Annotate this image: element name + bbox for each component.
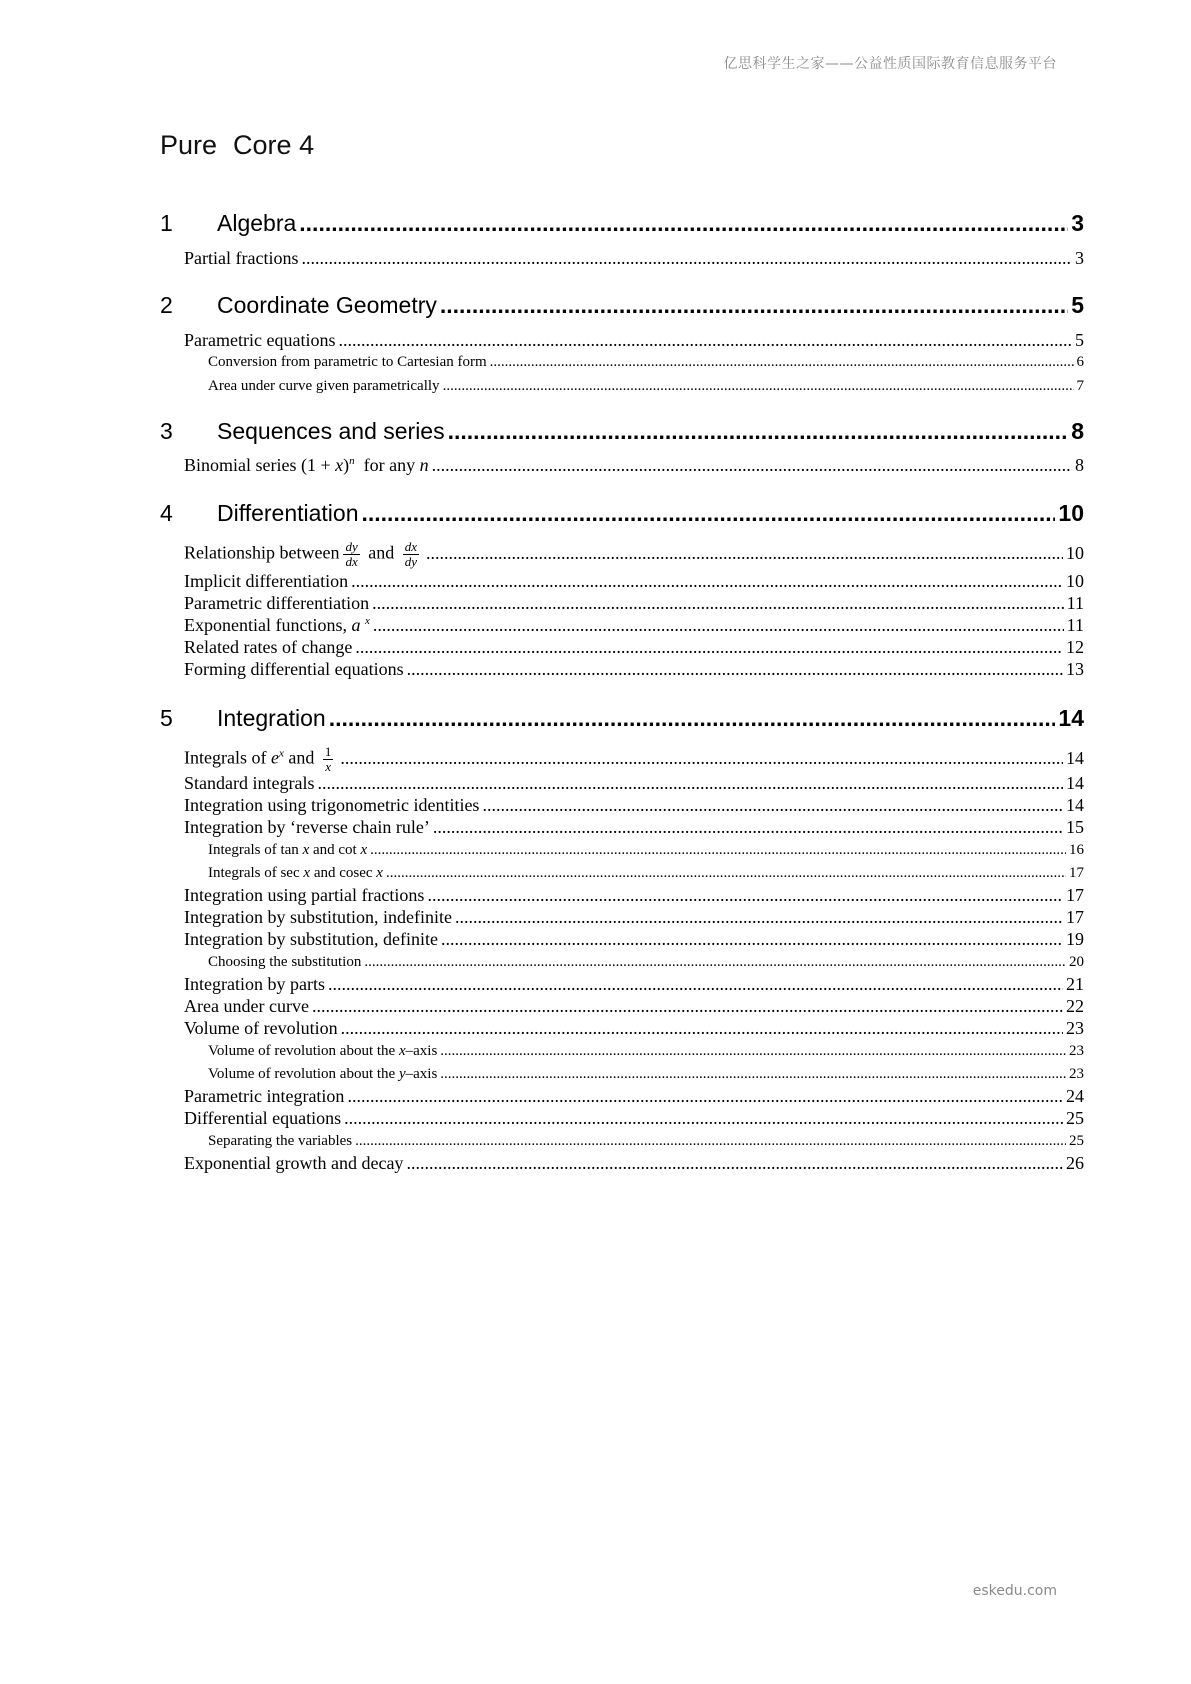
math-variable: x xyxy=(335,455,344,475)
entry-title: Integration using trigonometric identities xyxy=(184,795,480,815)
leader-dots xyxy=(355,1133,1066,1150)
leader-dots xyxy=(312,996,1063,1017)
fraction-1-over-x: $\frac{1}{x}$ xyxy=(324,744,332,774)
leader-dots xyxy=(441,929,1063,950)
leader-dots xyxy=(406,1153,1063,1174)
entry-text-post: –axis xyxy=(405,1066,438,1082)
leader-dots xyxy=(427,885,1063,906)
page-number: 3 xyxy=(1071,210,1084,236)
toc-entry[interactable] xyxy=(184,1108,1084,1129)
leader-dots xyxy=(364,954,1066,971)
page-number: 14 xyxy=(1066,747,1084,768)
section-title: Sequences and series xyxy=(217,418,445,444)
toc-section-differentiation[interactable] xyxy=(160,500,1084,527)
leader-dots xyxy=(440,292,1068,319)
page-number: 23 xyxy=(1069,1066,1084,1082)
fraction-dx-dy: $\frac{dx}{dy}$ xyxy=(404,539,418,569)
math-superscript: x xyxy=(278,747,284,760)
page-number: 10 xyxy=(1066,571,1084,591)
page-number: 22 xyxy=(1066,996,1084,1016)
entry-title: Implicit differentiation xyxy=(184,571,349,591)
entry-title: Integration using partial fractions xyxy=(184,885,425,905)
leader-dots xyxy=(299,210,1068,237)
toc-entry[interactable] xyxy=(184,996,1084,1017)
leader-dots xyxy=(455,907,1063,928)
toc-entry[interactable] xyxy=(184,1153,1084,1174)
math-variable: a xyxy=(351,615,361,635)
math-superscript: x xyxy=(364,615,370,627)
entry-text-pre: Integrals of xyxy=(184,747,271,768)
leader-dots xyxy=(386,865,1066,882)
math-variable: e xyxy=(270,747,279,768)
toc-entry[interactable] xyxy=(184,1018,1084,1039)
page-number: 5 xyxy=(1071,292,1084,318)
page-number: 23 xyxy=(1069,1043,1084,1059)
leader-dots xyxy=(407,659,1063,680)
toc-subentry[interactable] xyxy=(208,354,1084,371)
page-number: 13 xyxy=(1066,659,1084,679)
entry-title: Forming differential equations xyxy=(184,659,404,679)
leader-dots xyxy=(340,748,1063,769)
page-number: 17 xyxy=(1066,885,1084,905)
section-number: 1 xyxy=(160,210,173,236)
toc-entry[interactable] xyxy=(184,659,1084,680)
leader-dots xyxy=(440,1043,1066,1060)
page-number: 14 xyxy=(1066,773,1084,793)
math-variable: x xyxy=(376,865,383,881)
entry-title: Partial fractions xyxy=(184,248,299,268)
entry-title xyxy=(208,865,383,882)
section-title: Integration xyxy=(217,705,326,731)
entry-title: Integration by substitution, definite xyxy=(184,929,438,949)
math-variable: x xyxy=(303,865,311,881)
fraction-dy-dx: $\frac{dy}{dx}$ xyxy=(345,539,358,569)
page-number: 8 xyxy=(1071,418,1084,444)
toc-subentry[interactable] xyxy=(208,842,1084,859)
page-number: 20 xyxy=(1069,954,1084,970)
toc-entry[interactable] xyxy=(184,455,1084,476)
toc-entry[interactable] xyxy=(184,330,1084,351)
entry-text-pre: Relationship between xyxy=(184,542,340,563)
leader-dots xyxy=(426,543,1063,564)
entry-title xyxy=(208,1043,437,1060)
leader-dots xyxy=(351,571,1063,592)
page-number: 14 xyxy=(1066,795,1084,815)
math-variable: x xyxy=(360,842,368,858)
toc-subentry[interactable] xyxy=(208,1133,1084,1150)
leader-dots xyxy=(362,500,1056,527)
page-number: 10 xyxy=(1058,500,1084,526)
math-variable: y xyxy=(398,1066,406,1082)
entry-title: Integration by parts xyxy=(184,974,325,994)
entry-title xyxy=(184,615,370,636)
page-number: 23 xyxy=(1066,1018,1084,1038)
leader-dots xyxy=(372,593,1064,614)
leader-dots xyxy=(328,974,1063,995)
math-superscript: n xyxy=(349,455,355,467)
toc-entry[interactable] xyxy=(184,593,1084,614)
title-part-1: Pure xyxy=(160,130,218,160)
entry-title: Exponential growth and decay xyxy=(184,1153,404,1173)
entry-text-pre: Volume of revolution about the xyxy=(208,1066,399,1082)
toc-entry[interactable] xyxy=(184,885,1084,906)
leader-dots xyxy=(482,795,1063,816)
section-number: 4 xyxy=(160,500,173,526)
page-number: 15 xyxy=(1066,817,1084,837)
entry-text-mid: and cot xyxy=(309,842,361,858)
toc-entry[interactable] xyxy=(184,795,1084,816)
toc-section-integration[interactable] xyxy=(160,705,1084,732)
toc-subentry[interactable] xyxy=(208,954,1084,971)
toc-entry[interactable] xyxy=(184,615,1084,636)
entry-title xyxy=(208,1066,437,1083)
leader-dots xyxy=(448,418,1069,445)
page-number: 7 xyxy=(1076,378,1084,394)
page-number: 5 xyxy=(1075,330,1084,350)
toc-entry[interactable] xyxy=(184,907,1084,928)
leader-dots xyxy=(433,817,1063,838)
toc-section-coordinate-geometry[interactable] xyxy=(160,292,1084,319)
page-title xyxy=(160,130,314,161)
entry-title: Standard integrals xyxy=(184,773,315,793)
page-number: 21 xyxy=(1066,974,1084,994)
entry-title: Separating the variables xyxy=(208,1133,353,1149)
entry-title: Choosing the substitution xyxy=(208,954,362,970)
section-title: Differentiation xyxy=(217,500,359,526)
page-number: 25 xyxy=(1066,1108,1084,1128)
entry-title: Area under curve given parametrically xyxy=(208,378,440,394)
entry-text-mid: for any xyxy=(354,455,420,475)
entry-title: Differential equations xyxy=(184,1108,342,1128)
title-part-2: Core 4 xyxy=(233,130,315,160)
toc-subentry[interactable] xyxy=(208,378,1084,395)
leader-dots xyxy=(432,455,1072,476)
toc-entry[interactable] xyxy=(184,817,1084,838)
toc-subentry[interactable] xyxy=(208,865,1084,882)
entry-text-post: –axis xyxy=(405,1043,438,1059)
page-number: 17 xyxy=(1069,865,1084,881)
leader-dots xyxy=(373,615,1064,636)
entry-title: Conversion from parametric to Cartesian form xyxy=(208,354,487,370)
toc-entry[interactable] xyxy=(184,571,1084,592)
section-number: 5 xyxy=(160,705,173,731)
page-number: 19 xyxy=(1066,929,1084,949)
page-number: 11 xyxy=(1066,593,1084,613)
leader-dots xyxy=(344,1108,1063,1129)
leader-dots xyxy=(440,1066,1066,1083)
toc-section-sequences-and-series[interactable] xyxy=(160,418,1084,445)
entry-text-mid: and xyxy=(283,747,319,768)
leader-dots xyxy=(370,842,1066,859)
entry-text-pre: Exponential functions, xyxy=(184,615,352,635)
entry-title xyxy=(184,540,423,569)
leader-dots xyxy=(341,1018,1063,1039)
page-number: 17 xyxy=(1066,907,1084,927)
entry-text-close: ) xyxy=(343,455,350,475)
page-number: 14 xyxy=(1058,705,1084,731)
toc-entry[interactable] xyxy=(184,974,1084,995)
section-number: 2 xyxy=(160,292,173,318)
page-footer: eskedu.com xyxy=(972,1583,1057,1599)
entry-text-mid: and xyxy=(368,542,395,563)
page-number: 3 xyxy=(1075,248,1084,268)
entry-title xyxy=(184,455,429,476)
leader-dots xyxy=(317,773,1063,794)
leader-dots xyxy=(490,354,1074,371)
entry-text-pre: Integrals of sec xyxy=(208,865,304,881)
entry-text-pre: Integrals of tan xyxy=(208,842,303,858)
entry-title: Related rates of change xyxy=(184,637,353,657)
toc-section-algebra[interactable] xyxy=(160,210,1084,237)
toc-entry[interactable] xyxy=(184,248,1084,269)
entry-title: Integration by substitution, indefinite xyxy=(184,907,452,927)
math-variable: n xyxy=(419,455,429,475)
leader-dots xyxy=(329,705,1056,732)
leader-dots xyxy=(355,637,1063,658)
entry-title xyxy=(184,745,337,774)
page-header: 亿思科学生之家——公益性质国际教育信息服务平台 xyxy=(723,56,1057,72)
page-number: 24 xyxy=(1066,1086,1084,1106)
toc-subentry[interactable] xyxy=(208,1043,1084,1060)
toc-entry[interactable] xyxy=(184,637,1084,658)
toc-entry[interactable] xyxy=(184,1086,1084,1107)
page-number: 12 xyxy=(1066,637,1084,657)
page-number: 6 xyxy=(1076,354,1084,370)
math-variable: x xyxy=(398,1043,406,1059)
entry-title: Parametric equations xyxy=(184,330,336,350)
toc-subentry[interactable] xyxy=(208,1066,1084,1083)
entry-title: Integration by ‘reverse chain rule’ xyxy=(184,817,430,837)
entry-title: Area under curve xyxy=(184,996,309,1016)
section-number: 3 xyxy=(160,418,173,444)
entry-title: Parametric integration xyxy=(184,1086,345,1106)
entry-text-mid: and cosec xyxy=(310,865,377,881)
entry-title xyxy=(208,842,367,859)
section-title: Coordinate Geometry xyxy=(217,292,437,318)
toc-entry[interactable] xyxy=(184,745,1084,774)
leader-dots xyxy=(347,1086,1063,1107)
leader-dots xyxy=(301,248,1072,269)
page-number: 25 xyxy=(1069,1133,1084,1149)
section-title: Algebra xyxy=(217,210,297,236)
page-number: 26 xyxy=(1066,1153,1084,1173)
entry-title: Parametric differentiation xyxy=(184,593,370,613)
leader-dots xyxy=(443,378,1074,395)
page-number: 11 xyxy=(1066,615,1084,635)
entry-text-pre: Volume of revolution about the xyxy=(208,1043,399,1059)
entry-title: Volume of revolution xyxy=(184,1018,338,1038)
toc-entry[interactable] xyxy=(184,773,1084,794)
page-number: 8 xyxy=(1075,455,1084,475)
toc-entry[interactable] xyxy=(184,540,1084,569)
page-number: 10 xyxy=(1066,542,1084,563)
leader-dots xyxy=(338,330,1072,351)
toc-entry[interactable] xyxy=(184,929,1084,950)
math-variable: x xyxy=(302,842,310,858)
entry-text-pre: Binomial series (1 + xyxy=(184,455,336,475)
page-number: 16 xyxy=(1069,842,1084,858)
